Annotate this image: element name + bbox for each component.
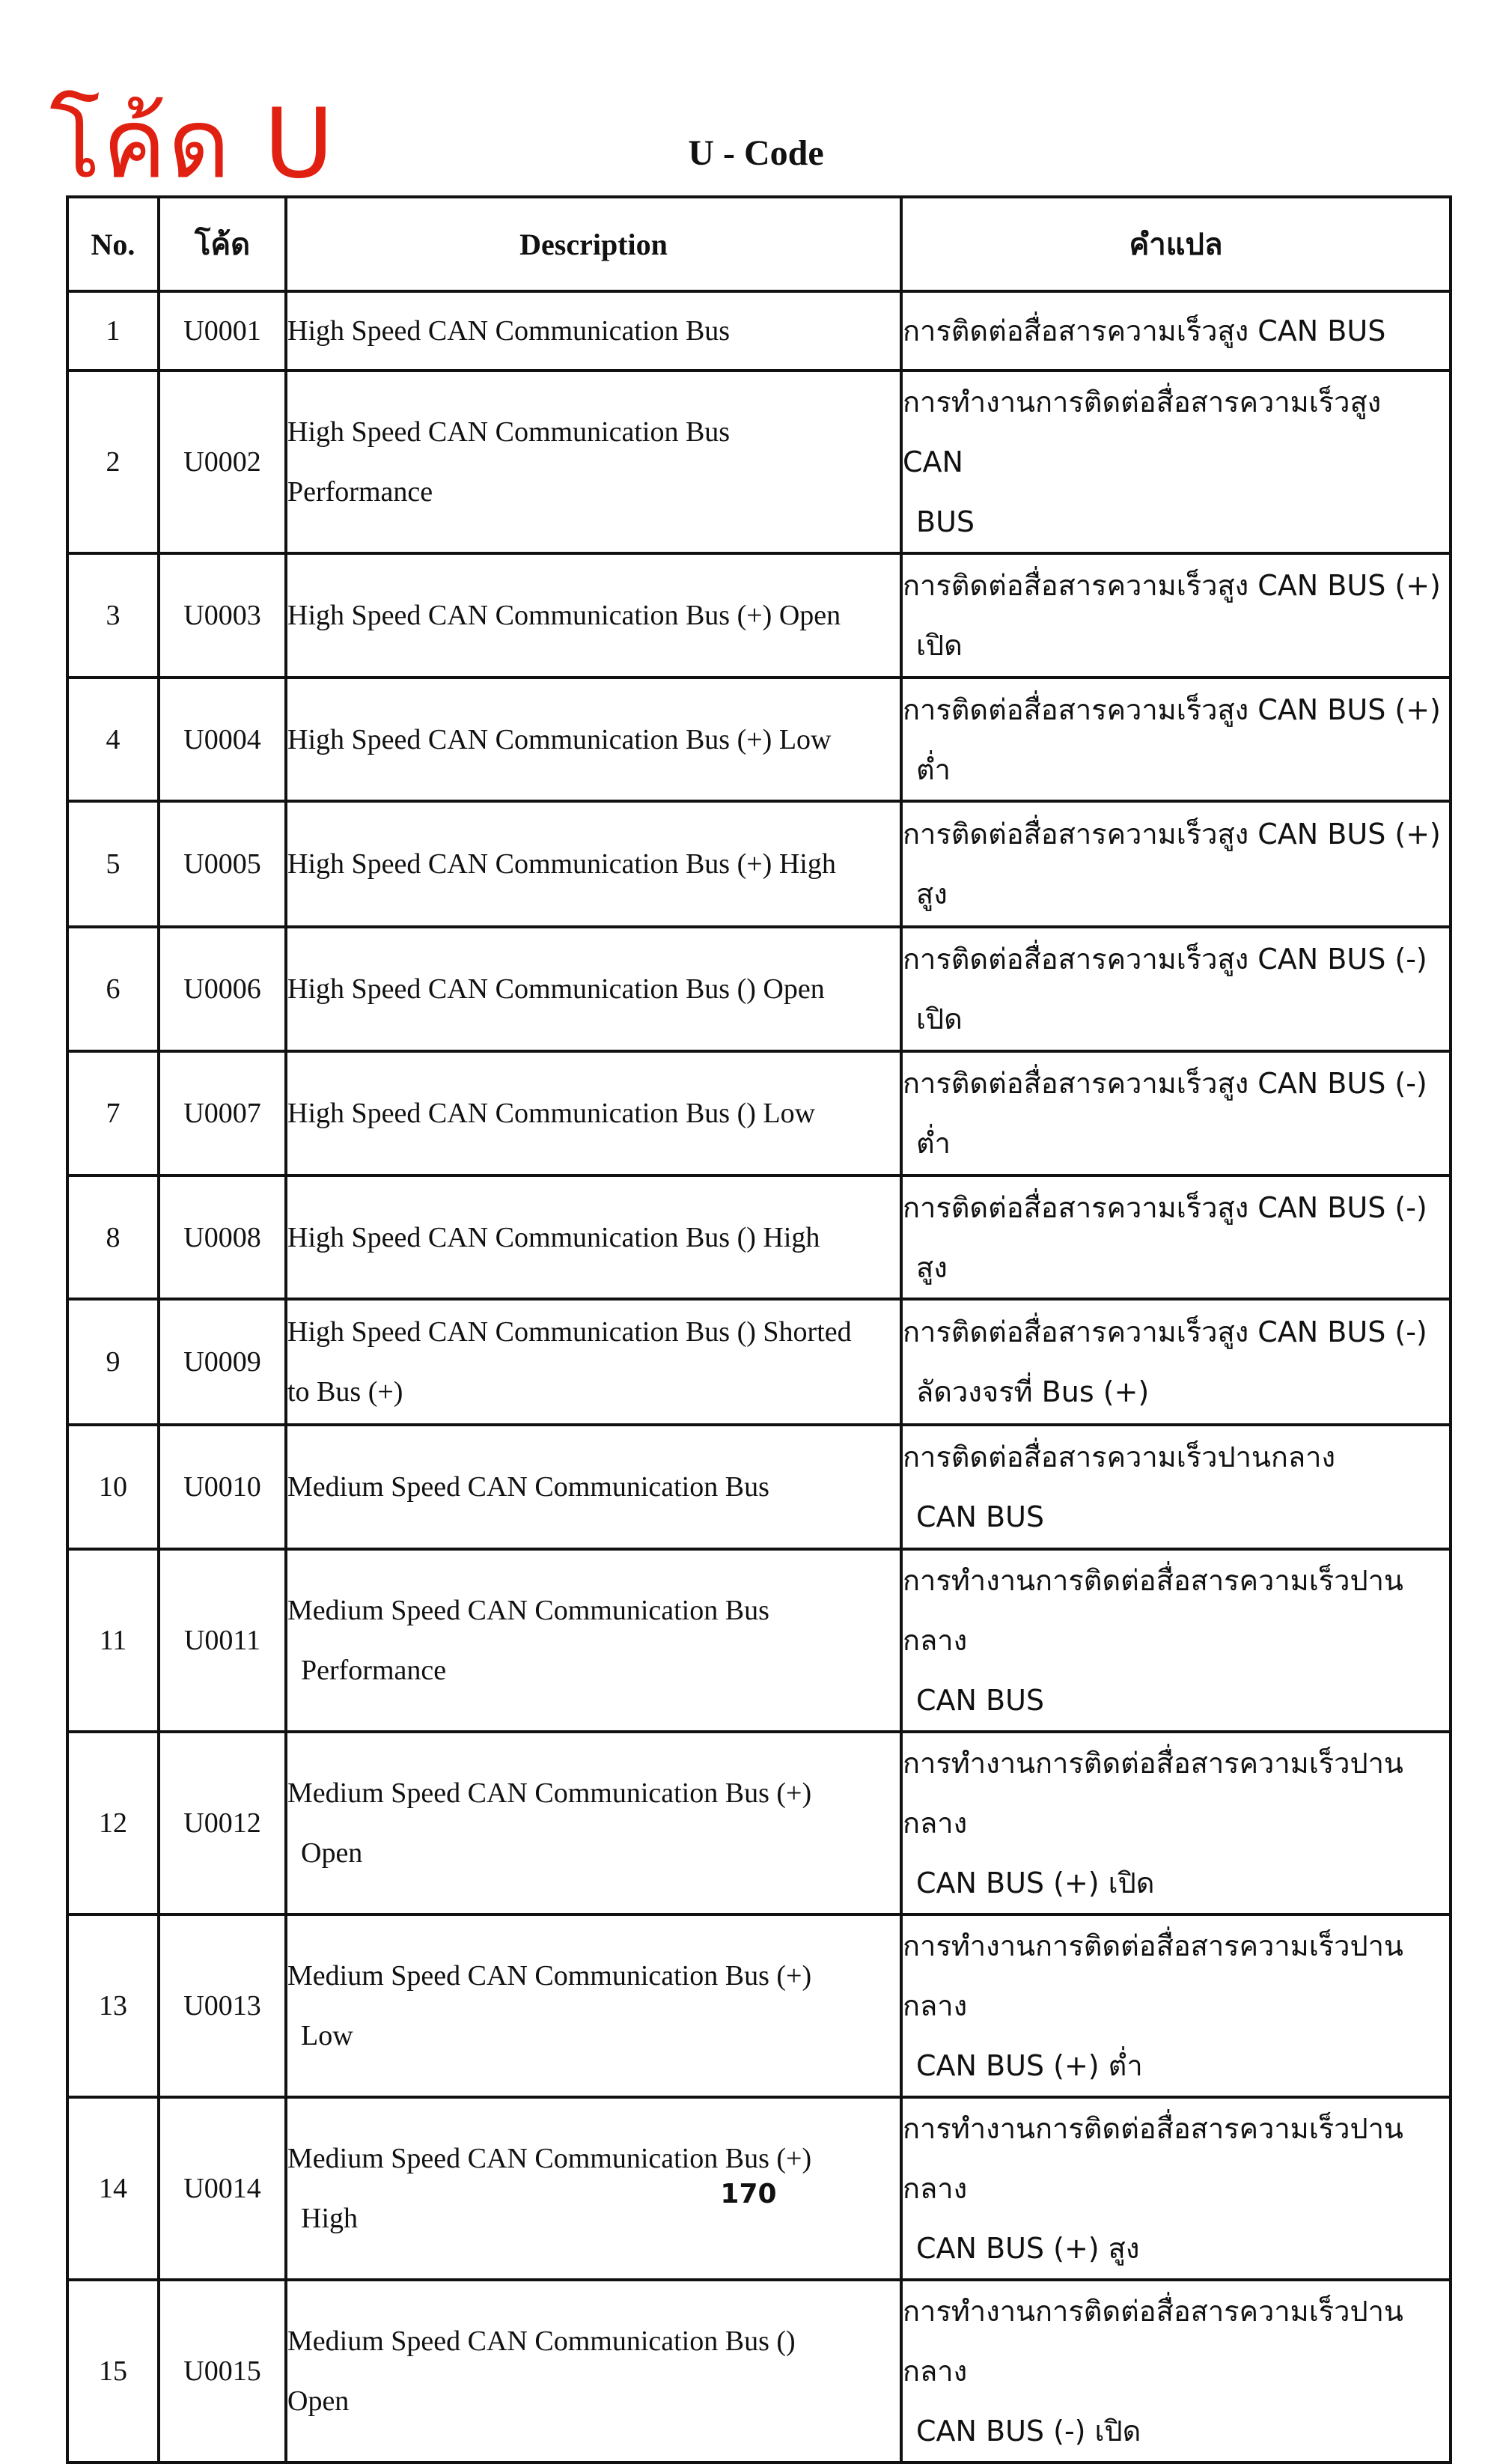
translation-line: ลัดวงจรที่ Bus (+) bbox=[916, 1375, 1150, 1408]
description-line: Performance bbox=[287, 476, 433, 508]
translation-line: การติดต่อสื่อสารความเร็วสูง CAN BUS bbox=[903, 314, 1386, 347]
row-code: U0015 bbox=[159, 2280, 286, 2463]
row-description bbox=[286, 678, 901, 801]
header-code: โค้ด bbox=[159, 197, 286, 291]
description-line: High Speed CAN Communication Bus bbox=[287, 416, 731, 448]
row-description bbox=[286, 927, 901, 1051]
description-line: Medium Speed CAN Communication Bus () bbox=[287, 2325, 796, 2357]
description-line: to Bus (+) bbox=[287, 1376, 403, 1408]
row-translation bbox=[901, 801, 1451, 927]
row-number: 11 bbox=[67, 1549, 159, 1732]
translation-line: การติดต่อสื่อสารความเร็วสูง CAN BUS (+) bbox=[903, 693, 1441, 726]
translation-line: การติดต่อสื่อสารความเร็วสูง CAN BUS (+) bbox=[903, 569, 1441, 602]
row-description bbox=[286, 1549, 901, 1732]
translation-line: การทำงานการติดต่อสื่อสารความเร็วปานกลาง bbox=[903, 1747, 1403, 1840]
table-row bbox=[67, 1175, 1451, 1299]
translation-line: การทำงานการติดต่อสื่อสารความเร็วปานกลาง bbox=[903, 2112, 1403, 2205]
translation-line: CAN BUS (+) เปิด bbox=[916, 1867, 1155, 1899]
header-no: No. bbox=[67, 197, 159, 291]
description-line: Medium Speed CAN Communication Bus bbox=[287, 1595, 769, 1626]
translation-line: การติดต่อสื่อสารความเร็วสูง CAN BUS (+) bbox=[903, 818, 1441, 851]
row-number: 14 bbox=[67, 2097, 159, 2280]
translation-line: การทำงานการติดต่อสื่อสารความเร็วสูง CAN bbox=[903, 386, 1382, 478]
table-row bbox=[67, 2280, 1451, 2463]
translation-line: CAN BUS (-) เปิด bbox=[916, 2415, 1141, 2448]
header-description: Description bbox=[286, 197, 901, 291]
row-number: 7 bbox=[67, 1051, 159, 1175]
description-line: Open bbox=[301, 1837, 363, 1869]
page-number: 170 bbox=[720, 2179, 777, 2209]
description-line: Performance bbox=[301, 1655, 447, 1686]
description-line: High Speed CAN Communication Bus () Open bbox=[287, 973, 825, 1005]
row-description bbox=[286, 553, 901, 678]
translation-line: การทำงานการติดต่อสื่อสารความเร็วปานกลาง bbox=[903, 1929, 1403, 2022]
table-row bbox=[67, 291, 1451, 371]
row-translation bbox=[901, 1549, 1451, 1732]
table-row bbox=[67, 1914, 1451, 2097]
table-row bbox=[67, 1051, 1451, 1175]
table-row bbox=[67, 801, 1451, 927]
description-line: High Speed CAN Communication Bus (+) Open bbox=[287, 600, 841, 631]
row-code: U0004 bbox=[159, 678, 286, 801]
row-code: U0002 bbox=[159, 371, 286, 553]
table-row bbox=[67, 678, 1451, 801]
translation-line: CAN BUS bbox=[916, 1684, 1045, 1717]
table-row bbox=[67, 1732, 1451, 1914]
translation-line: BUS bbox=[916, 505, 975, 538]
description-line: High bbox=[301, 2203, 358, 2234]
u-code-table bbox=[66, 195, 1452, 2464]
row-translation bbox=[901, 2097, 1451, 2280]
row-description bbox=[286, 2280, 901, 2463]
header-translation: คำแปล bbox=[901, 197, 1451, 291]
row-number: 2 bbox=[67, 371, 159, 553]
row-code: U0014 bbox=[159, 2097, 286, 2280]
row-translation bbox=[901, 1914, 1451, 2097]
row-translation bbox=[901, 1732, 1451, 1914]
row-code: U0001 bbox=[159, 291, 286, 371]
translation-line: การติดต่อสื่อสารความเร็วปานกลาง bbox=[903, 1441, 1336, 1473]
row-number: 3 bbox=[67, 553, 159, 678]
row-code: U0009 bbox=[159, 1299, 286, 1425]
description-line: Medium Speed CAN Communication Bus (+) bbox=[287, 1960, 812, 1992]
description-line: High Speed CAN Communication Bus () Shorted bbox=[287, 1316, 852, 1348]
table-row bbox=[67, 1549, 1451, 1732]
row-description bbox=[286, 1051, 901, 1175]
row-translation bbox=[901, 371, 1451, 553]
translation-line: การติดต่อสื่อสารความเร็วสูง CAN BUS (-) bbox=[903, 943, 1427, 976]
page-title-english: U - Code bbox=[688, 133, 824, 173]
translation-line: เปิด bbox=[916, 629, 963, 662]
row-translation bbox=[901, 1425, 1451, 1549]
row-description bbox=[286, 1914, 901, 2097]
description-line: Medium Speed CAN Communication Bus bbox=[287, 1471, 769, 1503]
table-header-row bbox=[67, 197, 1451, 291]
row-translation bbox=[901, 2280, 1451, 2463]
row-code: U0010 bbox=[159, 1425, 286, 1549]
translation-line: การติดต่อสื่อสารความเร็วสูง CAN BUS (-) bbox=[903, 1067, 1427, 1100]
description-line: Medium Speed CAN Communication Bus (+) bbox=[287, 2143, 812, 2174]
table-row bbox=[67, 1299, 1451, 1425]
description-line: Open bbox=[287, 2385, 350, 2417]
row-number: 4 bbox=[67, 678, 159, 801]
row-translation bbox=[901, 553, 1451, 678]
translation-line: CAN BUS bbox=[916, 1500, 1045, 1533]
row-translation bbox=[901, 1299, 1451, 1425]
row-translation bbox=[901, 1175, 1451, 1299]
translation-line: การทำงานการติดต่อสื่อสารความเร็วปานกลาง bbox=[903, 2295, 1403, 2388]
row-code: U0005 bbox=[159, 801, 286, 927]
row-translation bbox=[901, 291, 1451, 371]
translation-line: CAN BUS (+) สูง bbox=[916, 2232, 1140, 2265]
table-row bbox=[67, 553, 1451, 678]
row-description bbox=[286, 371, 901, 553]
row-description bbox=[286, 1175, 901, 1299]
description-line: Low bbox=[301, 2020, 353, 2051]
row-translation bbox=[901, 678, 1451, 801]
row-code: U0008 bbox=[159, 1175, 286, 1299]
row-number: 9 bbox=[67, 1299, 159, 1425]
row-code: U0013 bbox=[159, 1914, 286, 2097]
translation-line: การติดต่อสื่อสารความเร็วสูง CAN BUS (-) bbox=[903, 1315, 1427, 1348]
page-title-thai: โค้ด U bbox=[49, 88, 335, 200]
description-line: High Speed CAN Communication Bus () High bbox=[287, 1221, 820, 1253]
translation-line: เปิด bbox=[916, 1003, 963, 1035]
row-description bbox=[286, 1299, 901, 1425]
description-line: High Speed CAN Communication Bus (+) High bbox=[287, 848, 836, 880]
row-code: U0003 bbox=[159, 553, 286, 678]
row-description bbox=[286, 2097, 901, 2280]
row-description bbox=[286, 1425, 901, 1549]
translation-line: สูง bbox=[916, 1250, 948, 1284]
row-translation bbox=[901, 1051, 1451, 1175]
row-number: 12 bbox=[67, 1732, 159, 1914]
row-number: 8 bbox=[67, 1175, 159, 1299]
table-row bbox=[67, 1425, 1451, 1549]
row-number: 5 bbox=[67, 801, 159, 927]
table-row bbox=[67, 371, 1451, 553]
description-line: High Speed CAN Communication Bus bbox=[287, 315, 731, 347]
row-translation bbox=[901, 927, 1451, 1051]
row-number: 1 bbox=[67, 291, 159, 371]
row-number: 13 bbox=[67, 1914, 159, 2097]
row-code: U0006 bbox=[159, 927, 286, 1051]
translation-line: ต่ำ bbox=[916, 1127, 951, 1160]
row-description bbox=[286, 291, 901, 371]
row-number: 10 bbox=[67, 1425, 159, 1549]
row-code: U0011 bbox=[159, 1549, 286, 1732]
translation-line: การทำงานการติดต่อสื่อสารความเร็วปานกลาง bbox=[903, 1564, 1403, 1657]
row-code: U0007 bbox=[159, 1051, 286, 1175]
row-number: 6 bbox=[67, 927, 159, 1051]
description-line: High Speed CAN Communication Bus () Low bbox=[287, 1098, 816, 1129]
row-number: 15 bbox=[67, 2280, 159, 2463]
translation-line: สูง bbox=[916, 877, 948, 910]
translation-line: ต่ำ bbox=[916, 752, 951, 786]
row-code: U0012 bbox=[159, 1732, 286, 1914]
translation-line: การติดต่อสื่อสารความเร็วสูง CAN BUS (-) bbox=[903, 1190, 1427, 1224]
table-row bbox=[67, 927, 1451, 1051]
row-description bbox=[286, 1732, 901, 1914]
row-description bbox=[286, 801, 901, 927]
description-line: High Speed CAN Communication Bus (+) Low bbox=[287, 723, 832, 755]
translation-line: CAN BUS (+) ต่ำ bbox=[916, 2049, 1143, 2082]
description-line: Medium Speed CAN Communication Bus (+) bbox=[287, 1777, 812, 1809]
